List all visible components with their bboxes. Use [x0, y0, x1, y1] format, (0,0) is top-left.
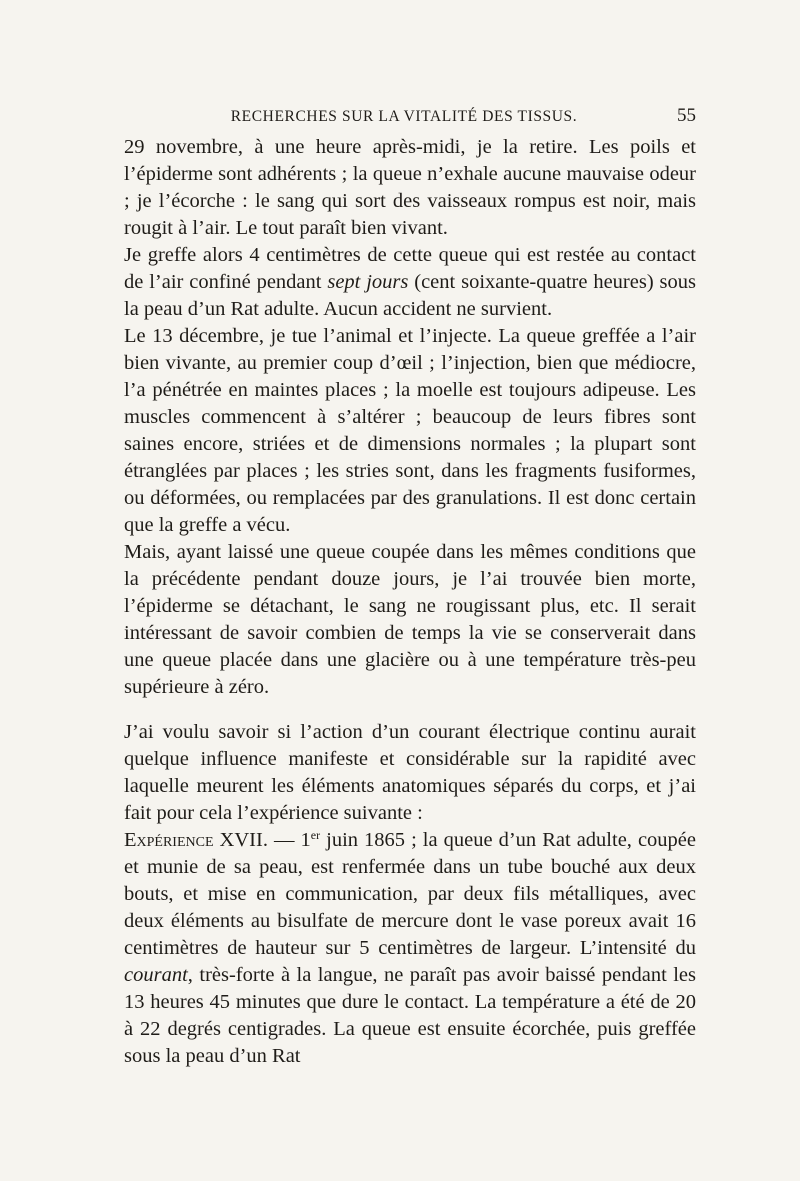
paragraph-6-emphasis: courant: [124, 964, 188, 986]
experiment-date-superscript: er: [310, 828, 321, 842]
paragraph-3: Le 13 décembre, je tue l’animal et l’injecte. La queue greffée a l’air bien vivante, au premier coup d’œil ; l’injection, bien que médiocre, l’a pénétrée en maintes places ; la moelle est toujours adipeuse. Les muscles commencent à s’altérer ; beaucoup de leurs fibres sont saines encore, striées et de dimensions normales ; la plupart sont étranglées par places ; les stries sont, dans les fragments fusiformes, ou déformées, ou remplacées par des granulations. Il est donc certain que la greffe a vécu.: [124, 325, 696, 536]
paragraph-6-text-b: , très-forte à la langue, ne paraît pas avoir baissé pendant les 13 heures 45 minutes que dure le contact. La température a été de 20 à 22 degrés centigrades. La queue est ensuite écorchée, puis greffée sous la peau d’un Rat: [124, 964, 696, 1067]
paragraph-2-text-a: Je greffe alors 4 centimètres de cette queue qui est restée au contact de l’air confiné pendant: [124, 244, 696, 293]
paragraph-4: Mais, ayant laissé une queue coupée dans les mêmes conditions que la précédente pendant douze jours, je l’ai trouvée bien morte, l’épiderme se détachant, le sang ne rougissant plus, etc. Il serait intéressant de savoir combien de temps la vie se conserverait dans une queue placée dans une glacière ou à une température très-peu supérieure à zéro.: [124, 541, 696, 698]
experiment-date-number: 1: [300, 829, 311, 851]
paragraph-2-text-b: (cent soixante-quatre heures) sous la peau d’un Rat adulte. Aucun accident ne survient.: [124, 271, 696, 320]
paragraph-2: [124, 242, 696, 323]
paragraph-6-text-a: juin 1865 ; la queue d’un Rat adulte, coupée et munie de sa peau, est renfermée dans un tube bouché aux deux bouts, et mise en communication, par deux fils métalliques, avec deux éléments au bisulfate de mercure dont le vase poreux avait 16 centimètres de hauteur sur 5 centimètres de largeur. L’intensité du: [124, 829, 696, 959]
paragraph-5: J’ai voulu savoir si l’action d’un courant électrique continu aurait quelque influence manifeste et considérable sur la rapidité avec laquelle meurent les éléments anatomiques séparés du corps, et j’ai fait pour cela l’expérience suivante :: [124, 721, 696, 824]
paragraph-2-emphasis: sept jours: [327, 271, 409, 293]
paragraph-6: Expérience XVII. — 1er juin 1865 ; la queue d’un Rat adulte, coupée et munie de sa peau, est renfermée dans un tube bouché aux deux bouts, et mise en communication, par deux fils métalliques, avec deux éléments au bisulfate de mercure dont le vase poreux avait 16 centimètres de hauteur sur 5 centimètres de largeur. L’intensité du courant, très-forte à la langue, ne paraît pas avoir baissé pendant les 13 heures 45 minutes que dure le contact. La température a été de 20 à 22 degrés centigrades. La queue est ensuite écorchée, puis greffée sous la peau d’un Rat: [124, 828, 696, 1067]
running-title: RECHERCHES SUR LA VITALITÉ DES TISSUS.: [230, 108, 578, 125]
experiment-label: Expérience XVII.: [124, 829, 268, 851]
body-text: [124, 134, 696, 1070]
paragraph-1: 29 novembre, à une heure après-midi, je la retire. Les poils et l’épiderme sont adhérents ; la queue n’exhale aucune mauvaise odeur ; je l’écorche : le sang qui sort des vaisseaux rompus est noir, mais rougit à l’air. Le tout paraît bien vivant.: [124, 136, 696, 239]
section-gap: [124, 701, 696, 719]
running-header: [124, 105, 696, 130]
page-number: 55: [677, 105, 696, 126]
